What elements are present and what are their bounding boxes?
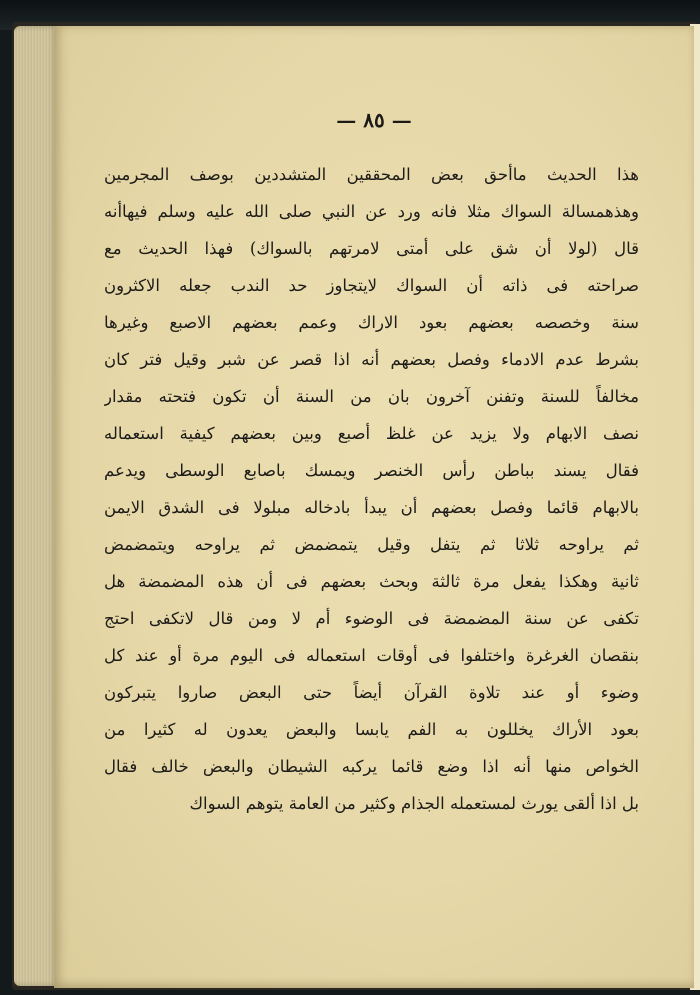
book-page: [54, 26, 694, 988]
text-line: بل اذا ألقى يورث لمستعمله الجذام وكثير من العامة يتوهم السواك: [189, 794, 639, 813]
text-line: بالابهام قائما وفصل بعضهم أن يبدأ بادخاله مبلولا فى الشدق الايمن: [104, 498, 639, 517]
text-line: بشرط عدم الادماء وفصل بعضهم أنه اذا قصر عن شبر وقيل فتر كان: [104, 350, 639, 369]
text-line: ثم يراوحه ثلاثا ثم يتفل وقيل يتمضمض ثم يراوحه ويتمضمض: [104, 535, 639, 554]
text-line: وهذهمسالة السواك مثلا فانه ورد عن النبي صلى الله عليه وسلم فيهاأنه: [104, 202, 639, 221]
text-line: قال (لولا أن شق على أمتى لامرتهم بالسواك) فهذا الحديث مع: [104, 239, 639, 258]
text-line: بعود الأراك يخللون به الفم يابسا والبعض يعدون له كثيرا من: [104, 720, 639, 739]
text-line: تكفى عن سنة المضمضة فى الوضوء أم لا ومن قال لاتكفى احتج: [104, 609, 639, 628]
text-line: نصف الابهام ولا يزيد عن غلظ أصبع وبين بعضهم كيفية استعماله: [104, 424, 639, 443]
text-line: صراحته فى ذاته أن السواك لايتجاوز حد الندب جعله الاكثرون: [104, 276, 639, 295]
text-line: هذا الحديث ماأحق بعض المحققين المتشددين بوصف المجرمين: [104, 165, 639, 184]
text-line: سنة وخصصه بعضهم بعود الاراك وعمم بعضهم الاصبع وغيرها: [104, 313, 639, 332]
text-line: وضوء أو عند تلاوة القرآن أيضاً حتى البعض صاروا يتبركون: [104, 683, 639, 702]
text-line: مخالفاً للسنة وتفنن آخرون بان من السنة أن تكون فتحته مقدار: [104, 387, 639, 406]
body-text: [104, 156, 639, 822]
text-line: فقال يسند بباطن رأس الخنصر ويمسك باصابع الوسطى ويدعم: [104, 461, 639, 480]
text-line: الخواص منها أنه اذا وضع قائما يركبه الشيطان والبعض خالف فقال: [104, 757, 639, 776]
page-edges: [14, 26, 58, 986]
page-number: — ٨٥ —: [336, 108, 412, 132]
text-line: بنقصان الغرغرة واختلفوا فى أوقات استعماله فى اليوم مرة أو عند كل: [104, 646, 639, 665]
text-line: ثانية وهكذا يفعل مرة ثالثة وبحث بعضهم فى أن هذه المضمضة هل: [104, 572, 639, 591]
